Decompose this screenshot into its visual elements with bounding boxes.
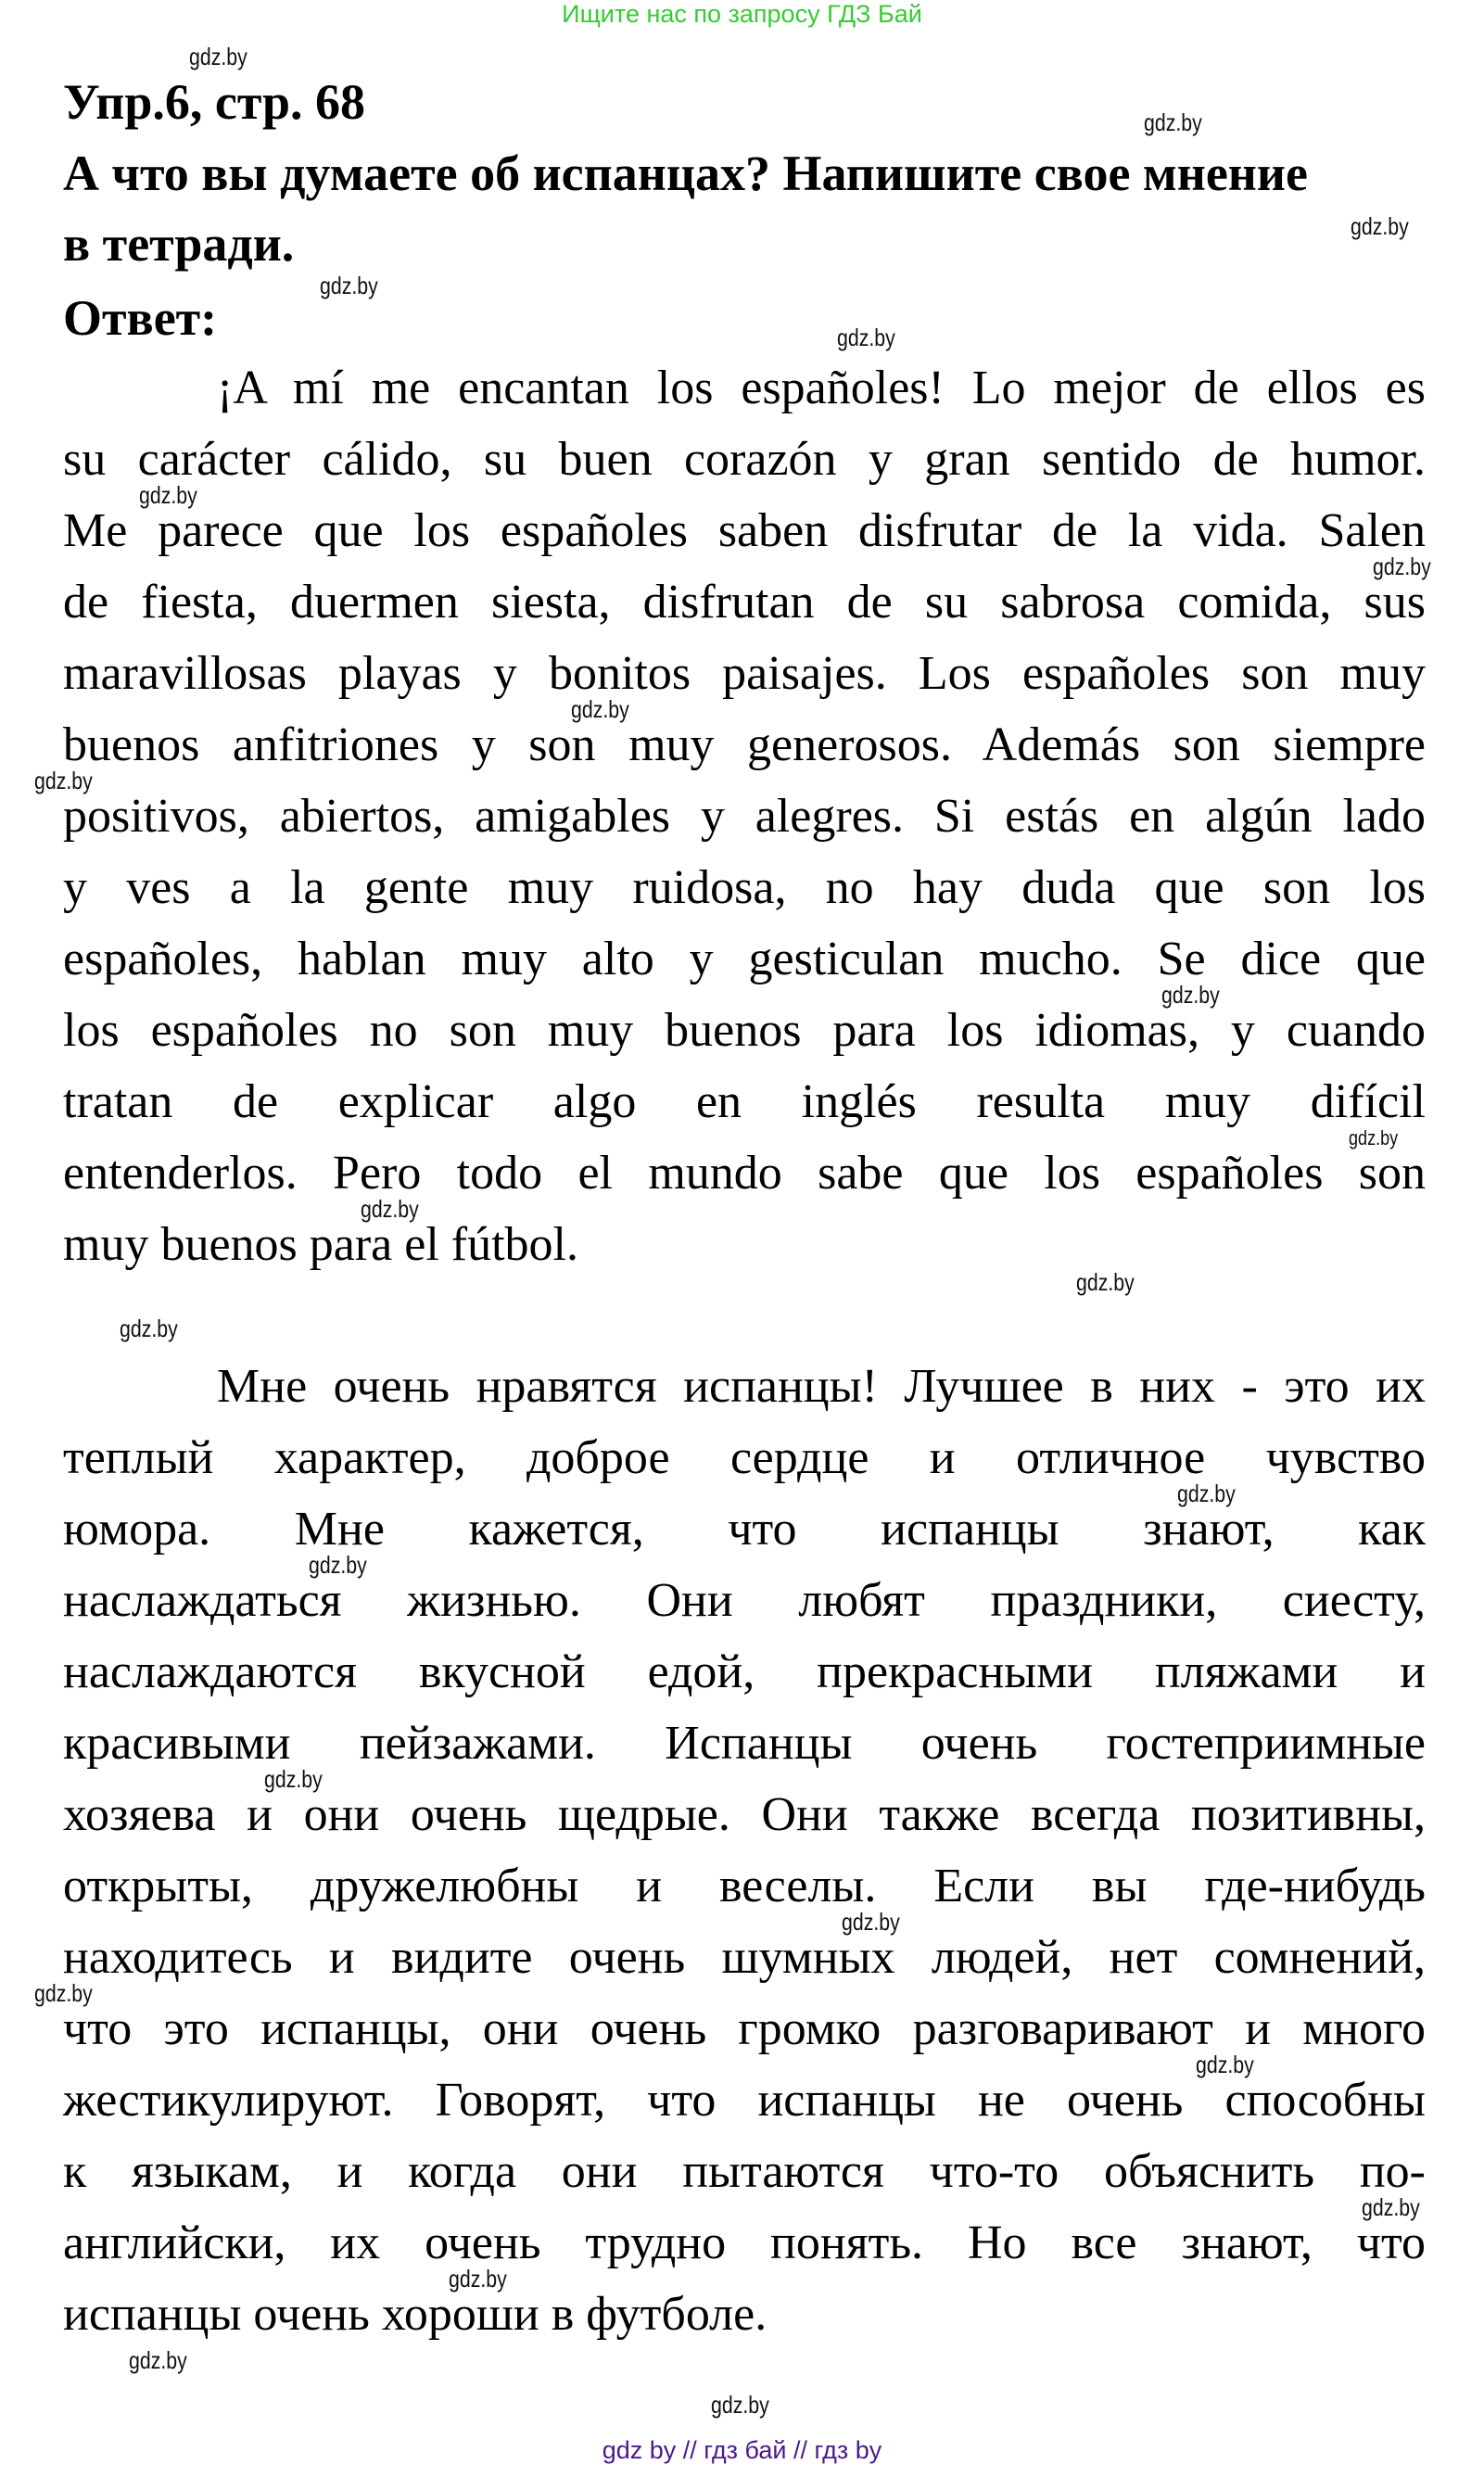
russian-text-line: находитесь и видите очень шумных людей, нет сомнений, <box>63 1931 1426 1984</box>
watermark-text: gdz.by <box>837 324 895 351</box>
watermark-text: gdz.by <box>1196 2051 1254 2078</box>
russian-text-line: открыты, дружелюбны и веселы. Если вы где-нибудь <box>63 1860 1426 1912</box>
watermark-text: gdz.by <box>1349 1126 1399 1150</box>
watermark-text: gdz.by <box>1177 1480 1236 1507</box>
russian-text-line: английски, их очень трудно понять. Но все знают, что <box>63 2217 1426 2269</box>
russian-text-line: теплый характер, доброе сердце и отличное чувство <box>63 1431 1426 1484</box>
watermark-text: gdz.by <box>139 481 197 509</box>
russian-text-line: хозяева и они очень щедрые. Они также всегда позитивны, <box>63 1788 1426 1841</box>
spanish-text-line: tratan de explicar algo en inglés resulta muy difícil <box>63 1075 1426 1128</box>
footer-links: gdz by // гдз бай // гдз by <box>602 2436 882 2464</box>
russian-text-line: Мне очень нравятся испанцы! Лучшее в них - это их <box>217 1360 1426 1413</box>
russian-text-line: к языкам, и когда они пытаются что-то объяснить по- <box>63 2145 1426 2198</box>
spanish-text-line: de fiesta, duermen siesta, disfrutan de su sabrosa comida, sus <box>63 576 1426 629</box>
watermark-text: gdz.by <box>1144 108 1202 136</box>
watermark-text: gdz.by <box>129 2346 187 2374</box>
watermark-text: gdz.by <box>571 695 629 723</box>
spanish-text-line: buenos anfitriones y son muy generosos. Además son siempre <box>63 718 1426 771</box>
russian-text-line: наслаждаться жизнью. Они любят праздники, сиесту, <box>63 1574 1426 1627</box>
russian-text-line: юмора. Мне кажется, что испанцы знают, как <box>63 1503 1426 1556</box>
watermark-text: gdz.by <box>309 1551 367 1579</box>
watermark-text: gdz.by <box>189 43 247 70</box>
spanish-text-line: los españoles no son muy buenos para los idiomas, y cuando <box>63 1004 1426 1057</box>
watermark-text: gdz.by <box>711 2391 769 2419</box>
watermark-text: gdz.by <box>449 2265 507 2293</box>
task-text-line-1: А что вы думаете об испанцах? Напишите свое мнение <box>63 146 1308 201</box>
spanish-text-line: positivos, abiertos, amigables y alegres. Si estás en algún lado <box>63 790 1426 843</box>
spanish-text-line: maravillosas playas y bonitos paisajes. Los españoles son muy <box>63 647 1426 700</box>
spanish-text-line: muy buenos para el fútbol. <box>63 1218 578 1271</box>
russian-text-line: испанцы очень хороши в футболе. <box>63 2288 767 2341</box>
watermark-text: gdz.by <box>34 1979 93 2007</box>
watermark-text: gdz.by <box>34 767 93 794</box>
spanish-text-line: ¡A mí me encantan los españoles! Lo mejor de ellos es <box>217 362 1426 414</box>
watermark-text: gdz.by <box>1076 1268 1135 1296</box>
top-banner: Ищите нас по запросу ГДЗ Бай <box>562 0 922 28</box>
watermark-text: gdz.by <box>1373 553 1431 580</box>
spanish-text-line: Me parece que los españoles saben disfrutar de la vida. Salen <box>63 504 1426 557</box>
answer-label: Ответ: <box>63 290 218 346</box>
spanish-text-line: y ves a la gente muy ruidosa, no hay duda que son los <box>63 861 1426 914</box>
watermark-text: gdz.by <box>1161 981 1220 1009</box>
watermark-text: gdz.by <box>1351 212 1409 240</box>
watermark-text: gdz.by <box>1362 2193 1420 2221</box>
spanish-text-line: entenderlos. Pero todo el mundo sabe que los españoles son <box>63 1147 1426 1200</box>
spanish-text-line: españoles, hablan muy alto y gesticulan mucho. Se dice que <box>63 933 1426 985</box>
russian-text-line: жестикулируют. Говорят, что испанцы не очень способны <box>63 2074 1426 2127</box>
russian-text-line: что это испанцы, они очень громко разговаривают и много <box>63 2002 1426 2055</box>
spanish-text-line: su carácter cálido, su buen corazón y gran sentido de humor. <box>63 433 1426 486</box>
task-text-line-2: в тетради. <box>63 216 295 272</box>
watermark-text: gdz.by <box>120 1315 178 1342</box>
watermark-text: gdz.by <box>361 1195 419 1223</box>
russian-text-line: наслаждаются вкусной едой, прекрасными пляжами и <box>63 1645 1426 1698</box>
watermark-text: gdz.by <box>264 1765 323 1793</box>
exercise-title: Упр.6, стр. 68 <box>63 74 366 130</box>
watermark-text: gdz.by <box>320 272 378 299</box>
watermark-text: gdz.by <box>842 1908 900 1936</box>
russian-text-line: красивыми пейзажами. Испанцы очень гостеприимные <box>63 1717 1426 1770</box>
